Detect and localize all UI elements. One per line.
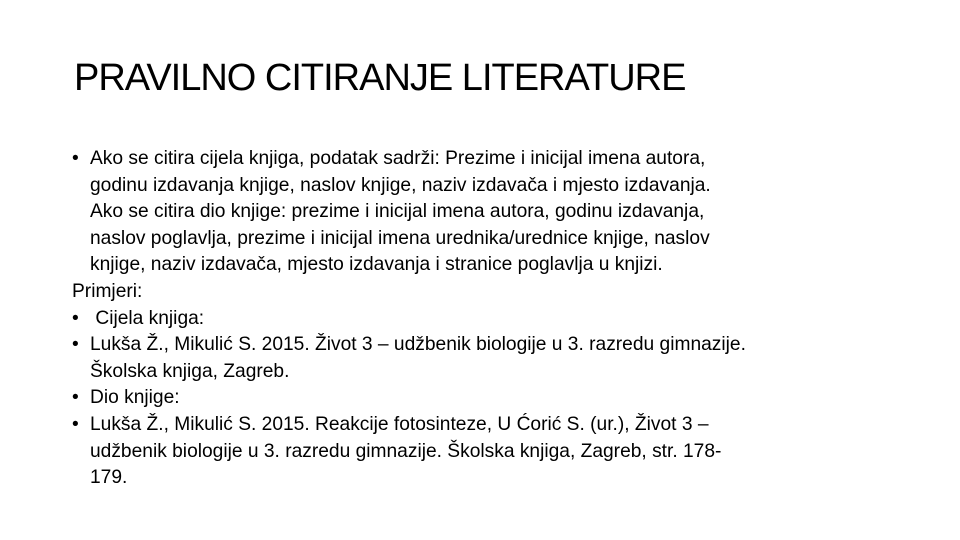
examples-label: Primjeri: — [72, 280, 143, 302]
text-line: Školska knjiga, Zagreb. — [90, 360, 290, 382]
whole-book-label-text: Cijela knjiga: — [90, 307, 205, 329]
bullet-part-book-reference — [72, 412, 902, 492]
bullet-icon: • — [72, 334, 79, 356]
citation-rules-text — [90, 146, 902, 279]
bullet-icon: • — [72, 307, 79, 329]
slide-content — [72, 146, 902, 492]
text-line: 179. — [90, 467, 128, 489]
text-line: udžbenik biologije u 3. razredu gimnazije. Školska knjiga, Zagreb, str. 178- — [90, 440, 722, 462]
text-line: Ako se citira cijela knjiga, podatak sadrži: Prezime i inicijal imena autora, — [90, 148, 706, 169]
bullet-whole-book-reference — [72, 332, 902, 385]
whole-book-reference-text — [90, 332, 902, 385]
text-line: Ako se citira dio knjige: prezime i inicijal imena autora, godinu izdavanja, — [90, 201, 705, 223]
bullet-part-book-label — [72, 385, 902, 412]
bullet-icon: • — [72, 413, 79, 435]
text-line: Lukša Ž., Mikulić S. 2015. Reakcije fotosinteze, U Ćorić S. (ur.), Život 3 – — [90, 413, 709, 435]
text-line: Lukša Ž., Mikulić S. 2015. Život 3 – udžbenik biologije u 3. razredu gimnazije. — [90, 334, 746, 356]
text-line: godinu izdavanja knjige, naslov knjige, naziv izdavača i mjesto izdavanja. — [90, 174, 711, 196]
text-line: knjige, naziv izdavača, mjesto izdavanja i stranice poglavlja u knjizi. — [90, 254, 663, 276]
bullet-citation-rules — [72, 146, 902, 279]
slide-title: PRAVILNO CITIRANJE LITERATURE — [74, 57, 686, 99]
text-line: naslov poglavlja, prezime i inicijal imena urednika/urednice knjige, naslov — [90, 227, 710, 249]
part-book-label-text: Dio knjige: — [90, 387, 180, 409]
bullet-whole-book-label — [72, 306, 902, 333]
bullet-icon: • — [72, 387, 79, 409]
part-book-reference-text — [90, 412, 902, 492]
bullet-icon: • — [72, 148, 79, 169]
